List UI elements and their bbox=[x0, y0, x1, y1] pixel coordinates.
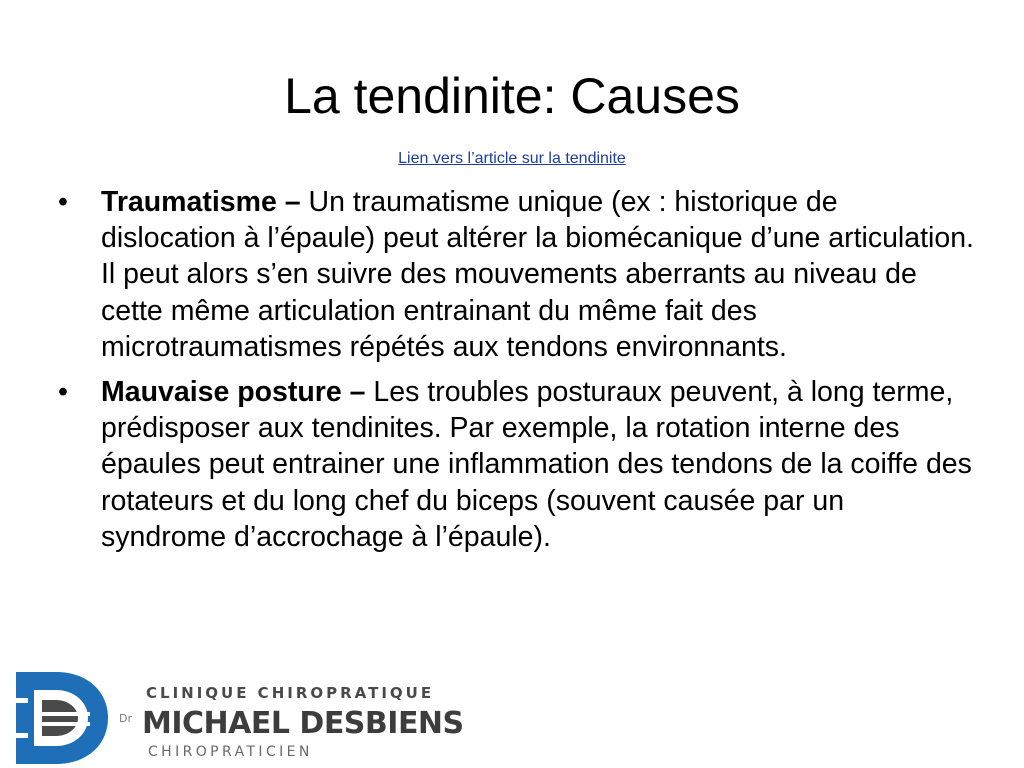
bullet-item-mauvaise-posture bbox=[56, 374, 976, 555]
bullet-text: Les troubles posturaux peuvent, à long terme, prédisposer aux tendinites. Par exemple, la rotation interne des épaules peut entrainer une inflammation des tendons de la coiffe des rotateurs et du long chef du biceps (souvent causée par un syndrome d’accrochage à l’épaule). bbox=[101, 376, 972, 553]
bullet-heading: Traumatisme – bbox=[101, 186, 301, 218]
article-link-container bbox=[0, 148, 1024, 170]
bullet-list bbox=[56, 184, 976, 564]
bullet-text: Un traumatisme unique (ex : historique de dislocation à l’épaule) peut altérer la biomécanique d’une articulation. Il peut alors s’en suivre des mouvements aberrants au niveau de cette même articulation entrainant du même fait des microtraumatismes répétés aux tendons environnants. bbox=[101, 186, 974, 363]
bullet-item-traumatisme bbox=[56, 184, 976, 365]
bullet-marker: • bbox=[58, 186, 68, 218]
logo-profession: CHIROPRATICIEN bbox=[148, 744, 313, 760]
slide-title: La tendinite: Causes bbox=[284, 68, 740, 124]
logo-dr-prefix: Dr bbox=[119, 712, 132, 725]
logo-clinic-name: CLINIQUE CHIROPRATIQUE bbox=[146, 684, 435, 702]
clinic-logo bbox=[16, 672, 516, 764]
bullet-heading: Mauvaise posture – bbox=[101, 376, 366, 409]
chiropractic-d-logo-icon bbox=[16, 672, 108, 764]
article-link[interactable]: Lien vers l’article sur la tendinite bbox=[398, 150, 626, 167]
bullet-marker: • bbox=[58, 376, 68, 409]
logo-doctor-name: MICHAEL DESBIENS bbox=[142, 706, 464, 741]
